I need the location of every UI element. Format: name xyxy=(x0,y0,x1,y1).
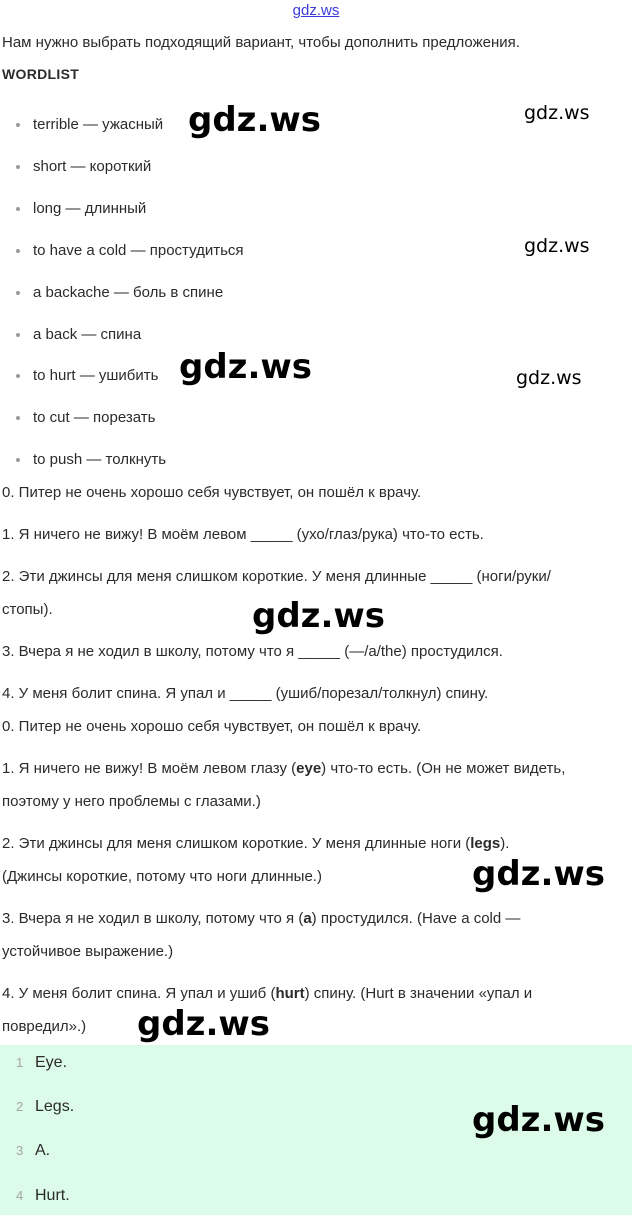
bullet-icon xyxy=(16,207,20,211)
header-link[interactable]: gdz.ws xyxy=(292,2,340,19)
bullet-icon xyxy=(16,374,20,378)
answer-item xyxy=(16,1142,50,1160)
wordlist-item-text: short — короткий xyxy=(33,158,152,175)
solution-text: 3. Вчера я не ходил в школу, потому что я ( xyxy=(2,910,304,927)
bullet-icon xyxy=(16,123,20,127)
solution-text: ) спину. (Hurt в значении «упал и xyxy=(304,985,533,1002)
task-sentence-0: 0. Питер не очень хорошо себя чувствует, он пошёл к врачу. xyxy=(2,484,422,501)
watermark: gdz.ws xyxy=(188,100,322,140)
solution-sentence-1 xyxy=(2,760,565,777)
solution-sentence-3 xyxy=(2,910,520,927)
watermark: gdz.ws xyxy=(137,1004,271,1044)
solution-sentence-2-cont: (Джинсы короткие, потому что ноги длинные.) xyxy=(2,868,322,885)
solution-sentence-0: 0. Питер не очень хорошо себя чувствует, он пошёл к врачу. xyxy=(2,718,422,735)
wordlist-item-text: a backache — боль в спине xyxy=(33,284,224,301)
bullet-icon xyxy=(16,458,20,462)
answer-item xyxy=(16,1054,67,1072)
solution-sentence-3-cont: устойчивое выражение.) xyxy=(2,943,174,960)
bullet-icon xyxy=(16,249,20,253)
answer-text: A. xyxy=(35,1142,51,1159)
task-sentence-2-cont: стопы). xyxy=(2,601,53,618)
solution-sentence-1-cont: поэтому у него проблемы с глазами.) xyxy=(2,793,261,810)
wordlist-item xyxy=(16,116,163,133)
bullet-icon xyxy=(16,333,20,337)
wordlist-item xyxy=(16,242,244,259)
answer-number: 1 xyxy=(16,1055,24,1070)
answer-bold: hurt xyxy=(275,985,305,1002)
wordlist-heading: WORDLIST xyxy=(2,66,80,82)
wordlist-item xyxy=(16,451,166,468)
wordlist-item-text: to cut — порезать xyxy=(33,409,156,426)
solution-sentence-4-cont: повредил».) xyxy=(2,1018,87,1035)
wordlist-item-text: to hurt — ушибить xyxy=(33,367,159,384)
answer-bold: a xyxy=(303,910,312,927)
bullet-icon xyxy=(16,291,20,295)
watermark: gdz.ws xyxy=(472,1100,606,1140)
wordlist-item xyxy=(16,200,146,217)
wordlist-item xyxy=(16,284,223,301)
wordlist-item-text: a back — спина xyxy=(33,326,142,343)
answer-item xyxy=(16,1098,74,1116)
solution-text: 2. Эти джинсы для меня слишком короткие. У меня длинные ноги ( xyxy=(2,835,471,852)
wordlist-item xyxy=(16,409,155,426)
answer-item xyxy=(16,1187,70,1205)
bullet-icon xyxy=(16,416,20,420)
solution-text: ). xyxy=(500,835,510,852)
watermark: gdz.ws xyxy=(524,102,590,124)
watermark: gdz.ws xyxy=(524,235,590,257)
watermark: gdz.ws xyxy=(516,367,582,389)
solution-text: 4. У меня болит спина. Я упал и ушиб ( xyxy=(2,985,276,1002)
solution-text: ) что-то есть. (Он не может видеть, xyxy=(321,760,566,777)
answer-bold: eye xyxy=(296,760,322,777)
solution-sentence-4 xyxy=(2,985,532,1002)
intro-text: Нам нужно выбрать подходящий вариант, чтобы дополнить предложения. xyxy=(2,34,520,51)
watermark: gdz.ws xyxy=(252,596,386,636)
answer-text: Legs. xyxy=(35,1098,75,1115)
bullet-icon xyxy=(16,165,20,169)
wordlist-item xyxy=(16,367,158,384)
answer-text: Hurt. xyxy=(35,1187,70,1204)
answer-text: Eye. xyxy=(35,1054,68,1071)
watermark: gdz.ws xyxy=(179,347,313,387)
solution-sentence-2 xyxy=(2,835,509,852)
wordlist-item-text: to have a cold — простудиться xyxy=(33,242,244,259)
wordlist-item xyxy=(16,326,141,343)
watermark: gdz.ws xyxy=(472,854,606,894)
answer-number: 4 xyxy=(16,1188,24,1203)
task-sentence-3: 3. Вчера я не ходил в школу, потому что я _____ (—/a/the) простудился. xyxy=(2,643,503,660)
answer-number: 2 xyxy=(16,1099,24,1114)
task-sentence-1: 1. Я ничего не вижу! В моём левом _____ (ухо/глаз/рука) что-то есть. xyxy=(2,526,484,543)
wordlist-item xyxy=(16,158,151,175)
wordlist-item-text: long — длинный xyxy=(33,200,147,217)
task-sentence-2: 2. Эти джинсы для меня слишком короткие. У меня длинные _____ (ноги/руки/ xyxy=(2,568,551,585)
answer-number: 3 xyxy=(16,1143,24,1158)
answer-bold: legs xyxy=(470,835,501,852)
solution-text: 1. Я ничего не вижу! В моём левом глазу ( xyxy=(2,760,297,777)
task-sentence-4: 4. У меня болит спина. Я упал и _____ (ушиб/порезал/толкнул) спину. xyxy=(2,685,489,702)
solution-text: ) простудился. (Have a cold — xyxy=(311,910,521,927)
wordlist-item-text: to push — толкнуть xyxy=(33,451,167,468)
wordlist-item-text: terrible — ужасный xyxy=(33,116,164,133)
